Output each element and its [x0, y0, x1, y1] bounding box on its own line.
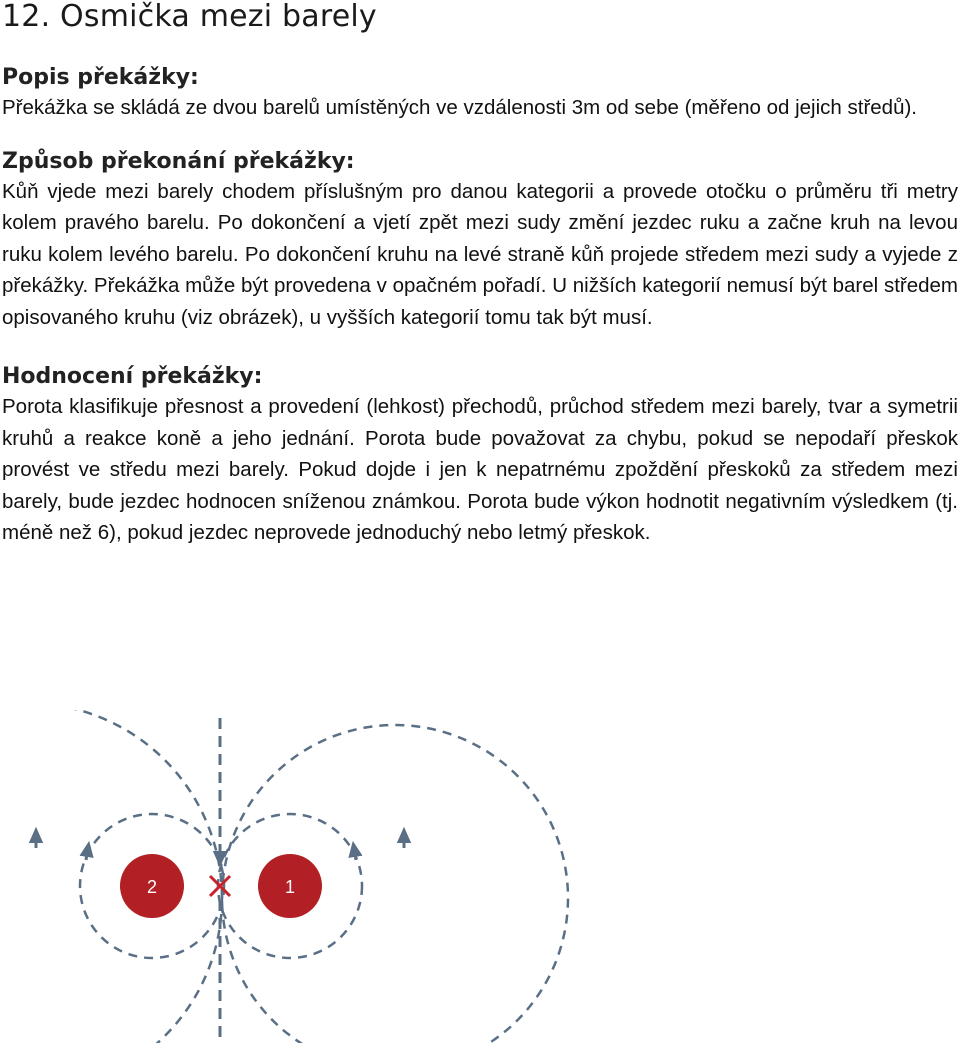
page-title: 12. Osmička mezi barely [2, 0, 377, 34]
section-heading-hodnoceni: Hodnocení překážky: [2, 364, 263, 389]
section-heading-zpusob: Způsob překonání překážky: [2, 148, 355, 174]
section-text-hodnoceni: Porota klasifikuje přesnost a provedení (lehkost) přechodů, průchod středem mezi barely, tvar a symetrii kruhů a reakce koně a jeho jednání. Porota bude považovat za chybu, pokud se nepodaří přeskok provést ve středu mezi barely. Pokud dojde i jen k nepatrnému zpoždění přeskoků za středem mezi barely, bude jezdec hodnocen sníženou známkou. Porota bude výkon hodnotit negativním výsledkem (tj. méně než 6), pokud jezdec neprovede jednoduchý nebo letmý přeskok. [2, 395, 958, 544]
section-text-zpusob: Kůň vjede mezi barely chodem příslušným pro danou kategorii a provede otočku o průměru tři metry kolem pravého barelu. Po dokončení a vjetí zpět mezi sudy změní jezdec ruku a začne kruh na levou ruku kolem levého barelu. Po dokončení kruhu na levé straně kůň projede středem mezi sudy a vyjede z překážky. Překážka může být provedena v opačném pořadí. U nižších kategorií nemusí být barel středem opisovaného kruhu (viz obrázek), u vyšších kategorií tomu tak být musí. [2, 179, 958, 329]
barrel-right-label: 1 [284, 877, 296, 897]
diagram-svg [0, 710, 960, 1043]
section-text-popis: Překážka se skládá ze dvou barelů umístěných ve vzdálenosti 3m od sebe (měřeno od jejich středů). [2, 96, 918, 119]
barrel-left-label: 2 [146, 877, 158, 897]
section-heading-popis: Popis překážky: [2, 65, 199, 90]
arrow-marker [354, 848, 356, 860]
barrel-figure-eight-diagram [0, 710, 960, 1043]
arrow-marker [86, 848, 88, 860]
outer-circle-left-path [0, 710, 222, 1043]
